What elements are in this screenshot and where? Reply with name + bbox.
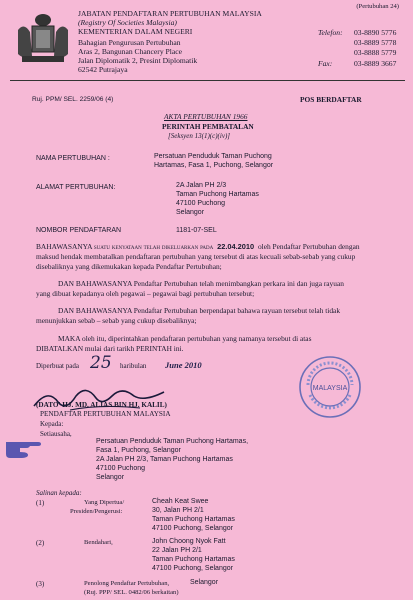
copy-3-line-1: Selangor — [190, 579, 219, 586]
letterhead-address-1: Bahagian Pengurusan Pertubuhan — [78, 38, 181, 47]
copy-3-reference: (Ruj. PPP/ SEL. 0482/06 berkaitan) — [84, 589, 179, 596]
stamp-label: MALAYSIA — [312, 385, 348, 392]
form-reference: (Pertubuhan 24) — [356, 3, 399, 10]
copy-2-line-2: 22 Jalan PH 2/1 — [152, 547, 202, 554]
copy-1-line-4: 47100 Puchong, Selangor — [152, 525, 233, 532]
paragraph-1-line-3: disebaliknya yang dikemukakan kepada Pendaftar Pertubuhan; — [36, 262, 222, 271]
letterhead-address-3: Jalan Diplomatik 2, Presint Diplomatik — [78, 56, 198, 65]
copy-3-number: (3) — [36, 580, 45, 588]
copy-2-number: (2) — [36, 539, 45, 547]
paragraph-4-line-1: MAKA oleh itu, diperintahkan pendaftaran pertubuhan yang namanya tersebut di atas — [58, 334, 312, 343]
signer-name: (DATO' HJ. MD. ALIAS BIN HJ. KALIL) — [36, 401, 167, 409]
society-address-label: ALAMAT PERTUBUHAN: — [36, 184, 116, 191]
paragraph-2-line-2: yang dibuat kepadanya oleh pegawai – pegawai bagi pertubuhan tersebut; — [36, 289, 255, 298]
signer-title: PENDAFTAR PERTUBUHAN MALAYSIA — [40, 410, 171, 418]
letterhead-address-2: Aras 2, Bangunan Chancery Place — [78, 47, 182, 56]
pointing-hand-icon — [4, 428, 44, 462]
kepada-line-1: Persatuan Penduduk Taman Puchong Hartamas, — [96, 438, 249, 445]
copy-3-role: Penolong Pendaftar Pertubuhan, — [84, 580, 170, 587]
registered-post: POS BERDAFTAR — [300, 95, 362, 104]
kepada-label: Kepada: — [40, 420, 64, 428]
paragraph-1-line-2: maksud hendak membatalkan pendaftaran pertubuhan yang tersebut di atas kecuali sebab-sebab yang cukup — [36, 252, 356, 261]
paragraph-1-text-b: oleh Pendaftar Pertubuhan dengan — [257, 242, 360, 251]
letterhead-department-en: (Registry Of Societies Malaysia) — [78, 18, 177, 27]
letterhead-address-4: 62542 Putrajaya — [78, 65, 128, 74]
fax-label: Fax: — [318, 59, 333, 68]
letterhead-ministry: KEMENTERIAN DALAM NEGERI — [78, 27, 193, 36]
copy-2-line-4: 47100 Puchong, Selangor — [152, 565, 233, 572]
society-address-line-3: 47100 Puchong — [176, 200, 226, 207]
kepada-line-2: Fasa 1, Puchong, Selangor — [96, 447, 181, 454]
phone-2: 03-8889 5778 — [354, 38, 397, 47]
copy-2-line-1: John Choong Nyok Fatt — [152, 538, 226, 545]
official-stamp-icon — [298, 355, 362, 419]
coat-of-arms-icon — [14, 10, 72, 66]
made-on-label: Diperbuat pada — [36, 362, 79, 370]
telefon-label: Telefon: — [318, 28, 343, 37]
copy-1-role-2: Presiden/Pengerusi: — [70, 508, 123, 515]
copy-1-number: (1) — [36, 499, 45, 507]
registration-number-label: NOMBOR PENDAFTARAN — [36, 227, 122, 234]
paragraph-2-line-1: DAN BAHAWASANYA Pendaftar Pertubuhan telah menimbangkan perkara ini dan juga rayuan — [58, 279, 344, 288]
fax-number: 03-8889 3667 — [354, 59, 397, 68]
section-ref: [Seksyen 13(1)(c)(iv)] — [168, 132, 230, 140]
paragraph-1-line-1 — [36, 242, 360, 252]
haribulan-label: haribulan — [120, 362, 147, 370]
paragraph-1-text-a: BAHAWASANYA suatu kenyataan telah dikeluarkan pada — [36, 242, 214, 251]
handwritten-month: June 2010 — [165, 360, 202, 370]
copy-2-line-3: Taman Puchong Hartamas — [152, 556, 235, 563]
phone-1: 03-8890 5776 — [354, 28, 397, 37]
header-divider — [10, 80, 405, 81]
society-name-line-2: Hartamas, Fasa 1, Puchong, Selangor — [154, 162, 274, 169]
order-title: PERINTAH PEMBATALAN — [162, 122, 254, 131]
copy-1-role-1: Yang Dipertua/ — [84, 499, 125, 506]
society-address-line-4: Selangor — [176, 209, 205, 216]
reference-number: Ruj. PPM/ SEL. 2259/06 (4) — [32, 96, 114, 103]
copy-1-line-1: Cheah Keat Swee — [152, 498, 209, 505]
paragraph-3-line-1: DAN BAHAWASANYA Pendaftar Pertubuhan berpendapat bahawa rayuan tersebut telah tidak — [58, 306, 341, 315]
copy-2-role: Bendahari, — [84, 539, 113, 546]
copy-1-line-3: Taman Puchong Hartamas — [152, 516, 235, 523]
society-address-line-1: 2A Jalan PH 2/3 — [176, 182, 227, 189]
act-title: AKTA PERTUBUHAN 1966 — [164, 112, 248, 121]
society-name-line-1: Persatuan Penduduk Taman Puchong — [154, 153, 272, 160]
registration-number: 1181-07-SEL — [176, 227, 217, 234]
kepada-secretary: Setiausaha, — [40, 430, 72, 438]
copies-label: Salinan kepada: — [36, 489, 82, 497]
society-name-label: NAMA PERTUBUHAN : — [36, 155, 110, 162]
letterhead-department: JABATAN PENDAFTARAN PERTUBUHAN MALAYSIA — [78, 9, 262, 18]
phone-3: 03-8888 5779 — [354, 48, 397, 57]
paragraph-4-line-2: DIBATALKAN mulai dari tarikh PERINTAH ini. — [36, 344, 184, 353]
handwritten-day: 25 — [90, 353, 112, 373]
society-address-line-2: Taman Puchong Hartamas — [176, 191, 259, 198]
paragraph-3-line-2: menunjukkan sebab – sebab yang cukup disebaliknya; — [36, 316, 197, 325]
copy-1-line-2: 30, Jalan PH 2/1 — [152, 507, 204, 514]
notice-date: 22.04.2010 — [217, 242, 255, 251]
kepada-line-3: 2A Jalan PH 2/3, Taman Puchong Hartamas — [96, 456, 233, 463]
kepada-line-4: 47100 Puchong — [96, 465, 146, 472]
kepada-line-5: Selangor — [96, 474, 125, 481]
